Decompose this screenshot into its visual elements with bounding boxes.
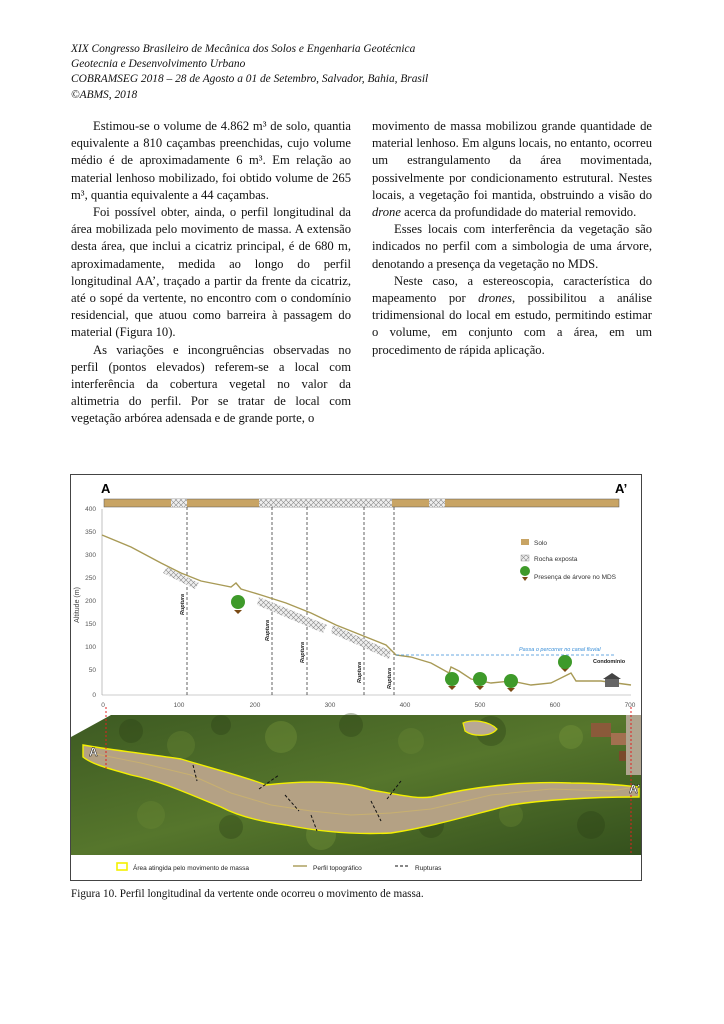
y-ticks: [85, 506, 96, 699]
header-line-conference: XIX Congresso Brasileiro de Mecânica dos Solos e Engenharia Geotécnica: [71, 43, 416, 55]
figure-10: [70, 474, 642, 881]
canal-label: Passa o percorrer no canal fluvial: [519, 647, 601, 653]
map-label-a: A: [89, 745, 98, 759]
y-tick-200: 200: [85, 598, 96, 605]
legend-arvore: Presença de árvore no MDS: [534, 574, 617, 581]
ruptura-label-1: Ruptura: [180, 593, 186, 615]
legend-perfil: Perfil topográfico: [313, 865, 362, 872]
tree-icon: [231, 595, 245, 614]
x-tick-100: 100: [173, 702, 185, 709]
figure-caption: Figura 10. Perfil longitudinal da vertente onde ocorreu o movimento de massa.: [71, 888, 424, 900]
tree-icon: [504, 674, 518, 692]
ruptura-label-4: Ruptura: [357, 661, 363, 683]
x-tick-600: 600: [549, 702, 561, 709]
condominio-label: Condomínio: [593, 659, 626, 665]
figure-svg: [71, 475, 642, 881]
x-ticks: [101, 702, 636, 709]
rocha-bar-2: [259, 499, 392, 507]
legend-rupturas: Rupturas: [415, 865, 442, 872]
rocha-bar-3: [429, 499, 445, 507]
rocha-band-3: [331, 625, 391, 659]
x-tick-700: 700: [624, 702, 636, 709]
legend-solo-swatch: [521, 539, 529, 545]
tree-icon: [445, 672, 459, 690]
header-line-copyright: ©ABMS, 2018: [71, 88, 138, 101]
x-tick-400: 400: [399, 702, 411, 709]
paragraph-arvore: Esses locais com interferência da vegetação são indicados no perfil com a simbologia de uma árvore, denotando a presença da vegetação no MDS.: [372, 222, 652, 271]
x-tick-300: 300: [324, 702, 336, 709]
legend-solo: Solo: [534, 540, 548, 547]
legend-area: Área atingida pelo movimento de massa: [133, 865, 249, 872]
ruptura-label-3: Ruptura: [300, 641, 306, 663]
right-column: [372, 118, 652, 359]
header-line-theme: Geotecnia e Desenvolvimento Urbano: [71, 58, 246, 71]
legend-rocha-swatch: [521, 555, 529, 561]
x-tick-200: 200: [249, 702, 261, 709]
ruptura-label-5: Ruptura: [387, 667, 393, 689]
y-tick-400: 400: [85, 506, 96, 513]
label-a-prime: A’: [615, 481, 628, 496]
header-line-event: COBRAMSEG 2018 – 28 de Agosto a 01 de Setembro, Salvador, Bahia, Brasil: [71, 73, 429, 86]
legend-area-swatch: [117, 863, 127, 870]
condominio-icon: [603, 673, 621, 687]
ruptura-label-2: Ruptura: [265, 619, 271, 641]
tree-icon: [473, 672, 487, 690]
orthophoto-map: [71, 707, 642, 870]
page-header: [71, 42, 671, 103]
tree-icon: [558, 655, 572, 672]
profile-chart: [74, 481, 636, 709]
label-a: A: [101, 481, 111, 496]
legend-tree-icon: [520, 566, 530, 581]
x-tick-500: 500: [474, 702, 486, 709]
paragraph-estereoscopia: Neste caso, a estereoscopia, característica do mapeamento por drones, possibilitou a análise tridimensional do local em estudo, permitindo estimar o volume, em conjunto com a área, em um procedimento de rápida aplicação.: [372, 273, 652, 357]
paragraph-variacoes: As variações e incongruências observadas no perfil (pontos elevados) referem-se a local com interferência da cobertura vegetal no valor da altimetria do perfil. Por se tratar de local com vegetação arbórea adensada e de grande porte, o: [71, 342, 351, 426]
y-tick-300: 300: [85, 552, 96, 559]
y-tick-150: 150: [85, 621, 96, 628]
x-tick-0: 0: [101, 702, 105, 709]
paragraph-perfil: Foi possível obter, ainda, o perfil longitudinal da área mobilizada pelo movimento de massa. A extensão desta área, que inclui a cicatriz principal, é de 680 m, aproximadamente, medida ao longo do perfil longitudinal AA’, traçado a partir da frente da cicatriz, até o sopé da vertente, no encontro com o condomínio residencial, que atuou como barreira à passagem do material (Figura 10).: [71, 205, 351, 340]
y-tick-350: 350: [85, 529, 96, 536]
left-column: [71, 118, 351, 428]
legend-rocha: Rocha exposta: [534, 556, 578, 563]
y-axis-label: Altitude (m): [74, 587, 81, 623]
map-legend: [71, 855, 642, 881]
y-tick-0: 0: [92, 692, 96, 699]
rocha-bar-1: [171, 499, 187, 507]
y-tick-50: 50: [88, 667, 96, 674]
paragraph-continuation: movimento de massa mobilizou grande quantidade de material lenhoso. Em alguns locais, no entanto, ocorreu um estrangulamento da área movimentada, possivelmente por condicionamento estrutural. Nestes locais, a vegetação foi mantida, obstruindo a visão do drone acerca da profundidade do material removido.: [372, 119, 652, 220]
map-label-a-prime: A’: [629, 782, 641, 796]
profile-legend: [520, 539, 617, 581]
y-tick-250: 250: [85, 575, 96, 582]
y-tick-100: 100: [85, 644, 96, 651]
paragraph-volume: Estimou-se o volume de 4.862 m³ de solo, quantia equivalente a 810 caçambas preenchidas, cujo volume médio é de aproximadamente 6 m³. Em relação ao material lenhoso mobilizado, foi obtido volume de 265 m³, quantia equivalente a 44 caçambas.: [71, 119, 351, 202]
